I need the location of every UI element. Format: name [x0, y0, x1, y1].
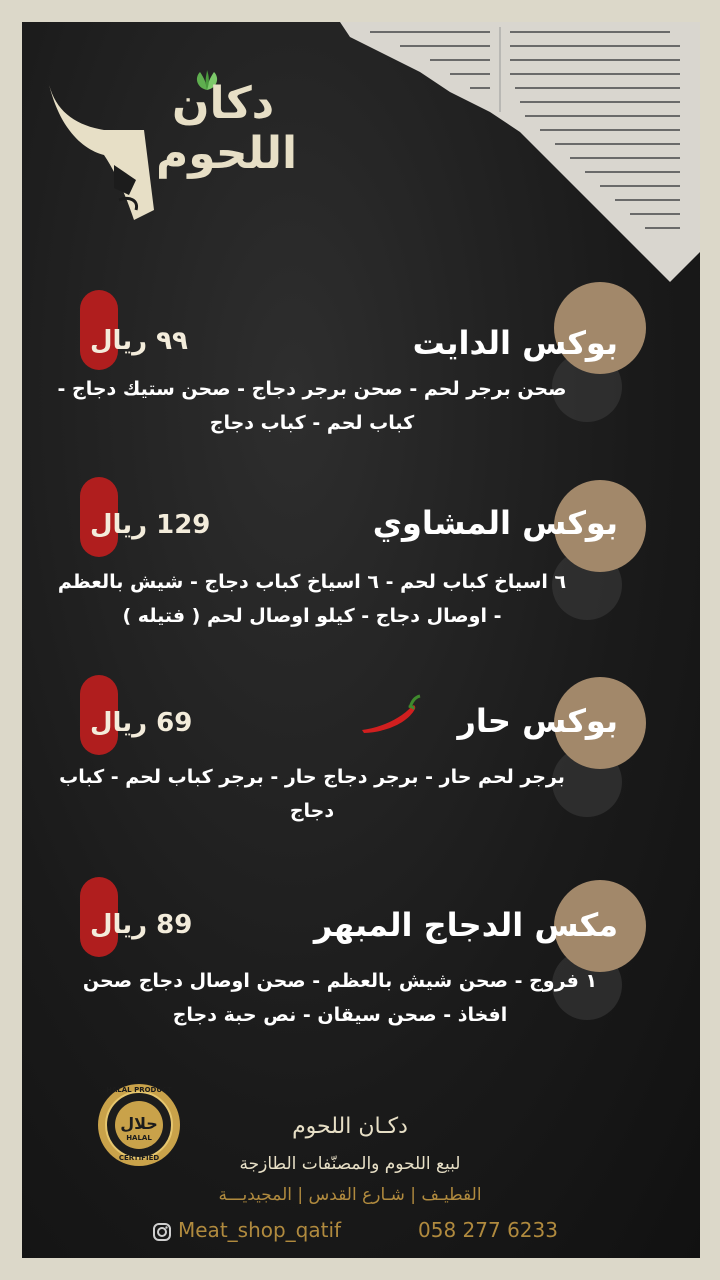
- halal-seal-bottom: CERTIFIED: [118, 1154, 160, 1162]
- menu-item-price: 89 ريال: [90, 910, 193, 940]
- newspaper-decoration: [340, 22, 700, 292]
- menu-item-price: 129 ريال: [90, 510, 211, 540]
- menu-item-description: ١ فروج - صحن شيش بالعظم - صحن اوصال دجاج صحن افخاذ - صحن سيقان - نص حبة دجاج: [82, 970, 598, 1026]
- menu-item-title: بوكس الدايت: [412, 324, 618, 362]
- halal-seal-top: HALAL PRODUCT: [106, 1086, 172, 1094]
- menu-item-title: بوكس المشاوي: [372, 504, 618, 542]
- halal-seal-sub: HALAL: [126, 1134, 152, 1142]
- menu-item-price: 69 ريال: [90, 708, 193, 738]
- footer-tagline: لبيع اللحوم والمصنّفات الطازجة: [239, 1154, 461, 1174]
- footer-shop-name: دكـان اللحوم: [292, 1114, 408, 1139]
- menu-item-title: مكس الدجاج المبهر: [313, 906, 618, 944]
- instagram-icon: [152, 1222, 172, 1242]
- menu-item-description: برجر لحم حار - برجر دجاج حار - برجر كباب لحم - كباب دجاج: [59, 766, 565, 822]
- brand-logo: [44, 70, 304, 240]
- phone-number[interactable]: 058 277 6233: [418, 1218, 558, 1242]
- halal-seal-center: حلال: [120, 1114, 158, 1133]
- menu-item-description: ٦ اسياخ كباب لحم - ٦ اسياخ كباب دجاج - شيش بالعظم - اوصال دجاج - كيلو اوصال لحم ( فتيله ): [57, 571, 567, 627]
- menu-item-description: صحن برجر لحم - صحن برجر دجاج - صحن ستيك دجاج - كباب لحم - كباب دجاج: [57, 378, 567, 434]
- instagram-handle[interactable]: Meat_shop_qatif: [178, 1218, 342, 1242]
- menu-item-title: بوكس حار: [457, 702, 618, 740]
- brand-line-2: اللحوم: [156, 128, 298, 179]
- menu-item-price: ٩٩ ريال: [90, 326, 188, 356]
- chili-pepper-icon: [358, 694, 424, 734]
- footer-address: القطيـف | شـارع القدس | المجيديـــة: [218, 1185, 482, 1205]
- menu-board: [22, 22, 700, 1258]
- bull-head-icon: [44, 70, 164, 220]
- brand-line-1: دكان: [172, 78, 275, 129]
